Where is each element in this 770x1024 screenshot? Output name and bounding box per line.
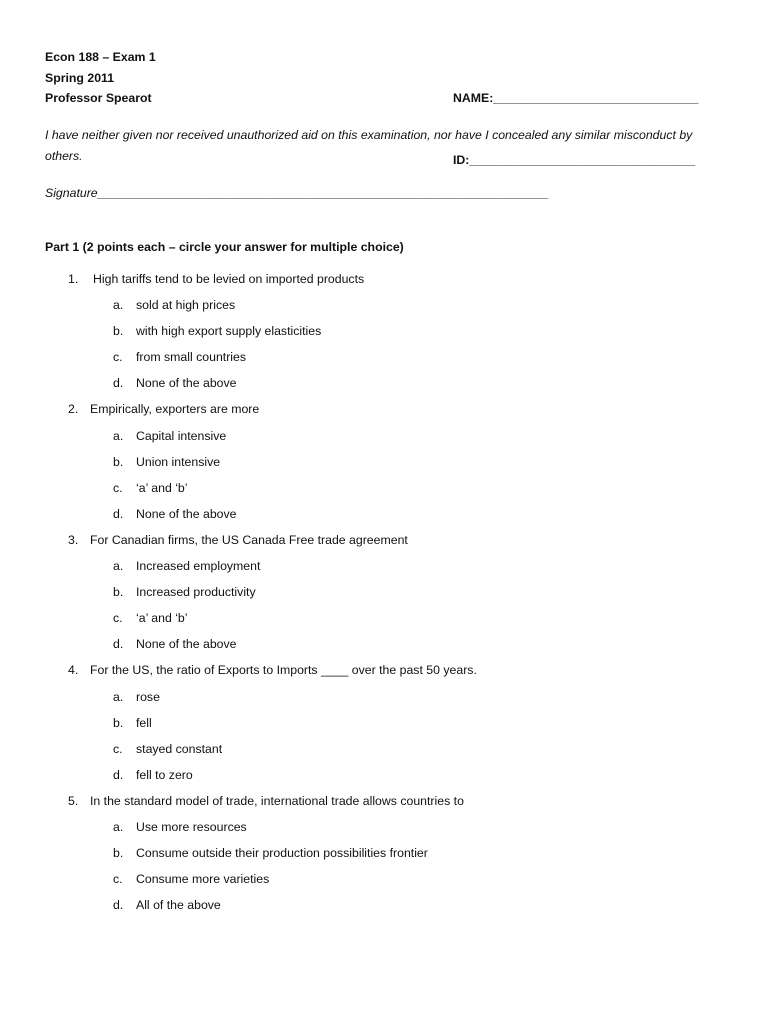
question-2 xyxy=(0,402,770,428)
question-text: Empirically, exporters are more xyxy=(90,402,260,417)
option-letter: a. xyxy=(113,428,124,443)
option-text: rose xyxy=(136,689,160,704)
option-text: Capital intensive xyxy=(136,428,227,443)
option-letter: c. xyxy=(113,480,123,495)
question-5-option-d[interactable] xyxy=(0,898,770,924)
name-field[interactable]: NAME:______________________________ xyxy=(453,91,699,105)
question-text: In the standard model of trade, international trade allows countries to xyxy=(90,793,464,808)
option-letter: d. xyxy=(113,637,124,652)
question-1-option-c[interactable] xyxy=(0,350,770,376)
option-text: Increased employment xyxy=(136,559,261,574)
option-letter: c. xyxy=(113,741,123,756)
question-3 xyxy=(0,533,770,559)
option-letter: d. xyxy=(113,898,124,913)
option-letter: a. xyxy=(113,819,124,834)
option-letter: b. xyxy=(113,324,124,339)
option-text: from small countries xyxy=(136,350,247,365)
question-1-option-b[interactable] xyxy=(0,324,770,350)
question-5-option-b[interactable] xyxy=(0,846,770,872)
question-1-option-d[interactable] xyxy=(0,376,770,402)
question-number: 1. xyxy=(68,272,79,286)
option-letter: d. xyxy=(113,376,124,391)
question-1-option-a[interactable] xyxy=(0,298,770,324)
option-text: fell to zero xyxy=(136,767,193,782)
question-4 xyxy=(0,663,770,689)
option-text: stayed constant xyxy=(136,741,223,756)
part-1-title: Part 1 (2 points each – circle your answer for multiple choice) xyxy=(45,240,404,254)
question-number: 2. xyxy=(68,402,79,417)
question-1 xyxy=(0,272,770,298)
option-letter: c. xyxy=(113,350,123,365)
option-letter: a. xyxy=(113,689,124,704)
option-text: sold at high prices xyxy=(136,298,236,313)
question-number: 5. xyxy=(68,793,79,808)
question-2-option-c[interactable] xyxy=(0,481,770,507)
course-professor: Professor Spearot xyxy=(45,91,152,105)
question-5-option-c[interactable] xyxy=(0,872,770,898)
option-text: None of the above xyxy=(136,376,237,391)
question-5-option-a[interactable] xyxy=(0,820,770,846)
question-4-option-a[interactable] xyxy=(0,690,770,716)
option-text: Consume more varieties xyxy=(136,872,270,887)
option-letter: b. xyxy=(113,846,124,861)
question-2-option-d[interactable] xyxy=(0,507,770,533)
question-3-option-b[interactable] xyxy=(0,585,770,611)
option-letter: a. xyxy=(113,559,124,574)
question-4-option-c[interactable] xyxy=(0,742,770,768)
id-field[interactable]: ID:_________________________________ xyxy=(453,152,696,167)
option-letter: c. xyxy=(113,611,123,626)
question-2-option-a[interactable] xyxy=(0,429,770,455)
question-list xyxy=(0,272,770,924)
question-text: For the US, the ratio of Exports to Imports ____ over the past 50 years. xyxy=(90,663,477,678)
option-letter: d. xyxy=(113,767,124,782)
question-5 xyxy=(0,794,770,820)
question-3-option-d[interactable] xyxy=(0,637,770,663)
question-number: 3. xyxy=(68,532,79,547)
option-text: None of the above xyxy=(136,637,237,652)
signature-field[interactable]: Signature__________________________________________________________________ xyxy=(45,186,550,200)
option-letter: b. xyxy=(113,585,124,600)
option-letter: d. xyxy=(113,506,124,521)
question-text: High tariffs tend to be levied on imported products xyxy=(93,272,365,286)
question-2-option-b[interactable] xyxy=(0,455,770,481)
option-text: Use more resources xyxy=(136,819,247,834)
option-text: Consume outside their production possibilities frontier xyxy=(136,846,428,861)
option-text: Increased productivity xyxy=(136,585,256,600)
option-text: Union intensive xyxy=(136,454,221,469)
option-letter: c. xyxy=(113,872,123,887)
question-text: For Canadian firms, the US Canada Free trade agreement xyxy=(90,532,408,547)
question-4-option-d[interactable] xyxy=(0,768,770,794)
option-text: ‘a’ and ‘b’ xyxy=(136,480,188,495)
option-text: fell xyxy=(136,715,152,730)
option-letter: b. xyxy=(113,715,124,730)
option-text: All of the above xyxy=(136,898,221,913)
course-header xyxy=(45,47,156,109)
course-title: Econ 188 – Exam 1 xyxy=(45,50,156,64)
question-3-option-c[interactable] xyxy=(0,611,770,637)
course-term: Spring 2011 xyxy=(45,70,115,85)
question-3-option-a[interactable] xyxy=(0,559,770,585)
question-4-option-b[interactable] xyxy=(0,716,770,742)
option-text: ‘a’ and ‘b’ xyxy=(136,611,188,626)
option-text: None of the above xyxy=(136,506,237,521)
question-number: 4. xyxy=(68,663,79,678)
option-letter: b. xyxy=(113,454,124,469)
option-letter: a. xyxy=(113,298,124,313)
option-text: with high export supply elasticities xyxy=(136,324,322,339)
honor-statement: I have neither given nor received unauthorized aid on this examination, nor have I concealed any similar misconduct by others. xyxy=(45,128,693,163)
